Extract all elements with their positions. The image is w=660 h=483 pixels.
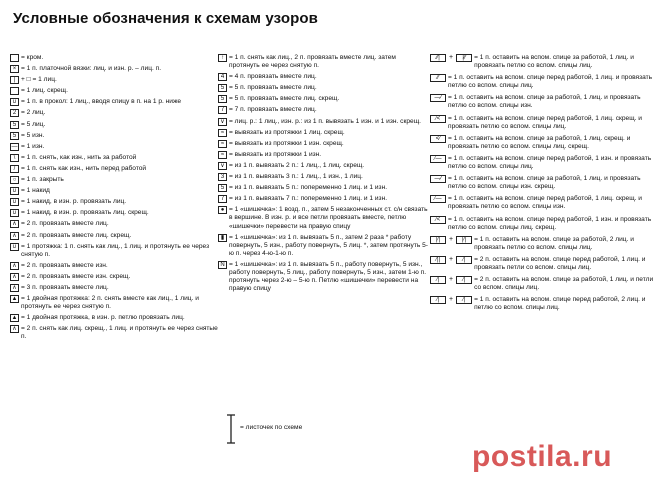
- symbol-box: [218, 84, 227, 92]
- stitch-symbol-icon: ∨: [218, 162, 227, 170]
- stitch-symbol-icon: 4: [218, 73, 227, 81]
- legend-text: = 1 п. оставить на вспом. спице перед работой, 1 лиц. и провязать петлю со вспом. спицы лиц.: [448, 74, 653, 90]
- cable-symbol-group: [430, 54, 472, 62]
- symbol-box: [10, 243, 19, 251]
- legend-text: = вывязать из протяжки 1 изн.: [229, 150, 322, 158]
- symbol-box: [10, 165, 19, 173]
- stitch-symbol-icon: ≈: [218, 129, 227, 137]
- symbol-box: [10, 87, 19, 95]
- stitch-symbol-icon: ∧: [10, 262, 19, 270]
- legend-text: = 1 п. в прокол: 1 лиц., вводя спицу в п. на 1 р. ниже: [21, 98, 182, 106]
- legend-text: = 1 изн.: [21, 142, 45, 150]
- symbol-box: [218, 106, 227, 114]
- symbol-box: [10, 143, 19, 151]
- legend-entry: [430, 54, 656, 70]
- legend-entry: [10, 314, 222, 322]
- legend-text: = 2 п. провязать вместе лиц. скрещ.: [21, 231, 132, 239]
- legend-text: = 1 двойная протяжка: 2 п. снять вместе как лиц., 1 лиц. и протянуть ее через снятую п.: [21, 295, 199, 311]
- stitch-symbol-icon: ⌒: [11, 88, 18, 95]
- symbol-box: [218, 195, 227, 203]
- symbol-box: [10, 284, 19, 292]
- legend-text: = 1 п. снять, как изн., нить за работой: [21, 153, 137, 161]
- legend-entry: [218, 118, 428, 126]
- legend-text: = 2 п. оставить на вспом. спице за работой, 1 лиц. и петли со вспом. спицы лиц.: [474, 276, 654, 292]
- watermark: postila.ru: [472, 440, 613, 473]
- stitch-symbol-icon: 2: [10, 109, 19, 117]
- legend-entry: [430, 236, 656, 252]
- legend-entry: [10, 54, 222, 62]
- symbol-box: [218, 261, 227, 269]
- legend-text: = из 1 п. вывязать 2 п.: 1 лиц., 1 лиц. скрещ.: [229, 161, 365, 169]
- symbol-box: [218, 95, 227, 103]
- legend-entry: [218, 234, 428, 258]
- plus-sign: +: [449, 235, 454, 243]
- legend-entry: [10, 98, 222, 106]
- leaf-symbol-icon: [226, 414, 236, 444]
- legend-text: = лиц. р.: 1 лиц., изн. р.: из 1 п. вывязать 1 изн. и 1 изн. скрещ.: [229, 117, 421, 125]
- cable-symbol-group: [430, 155, 446, 163]
- stitch-symbol-icon: 7: [218, 106, 227, 114]
- cable-symbol-icon: ⁄|: [430, 276, 446, 284]
- legend-text: = 2 п. снять как лиц. скрещ., 1 лиц. и протянуть ее через снятые п.: [21, 325, 218, 341]
- legend-entry: [430, 94, 656, 110]
- cable-symbol-icon: ⁄⁄: [430, 74, 446, 82]
- legend-text: = 1 п. оставить на вспом. спице перед работой, 1 лиц. скрещ. и провязать петлю со вспом. спицы лиц.: [448, 114, 642, 130]
- stitch-symbol-icon: [10, 54, 19, 62]
- legend-entry: [10, 176, 222, 184]
- legend-text: = из 1 п. вывязать 5 п.: попеременно 1 лиц. и 1 изн.: [229, 184, 388, 192]
- legend-entry: [10, 165, 222, 173]
- cable-symbol-group: [430, 216, 446, 224]
- stitch-symbol-icon: 7: [218, 195, 227, 203]
- legend-text: = кром.: [21, 54, 44, 61]
- legend-text: = 3 п. провязать вместе лиц.: [21, 283, 109, 291]
- cable-symbol-icon: ⁄—: [430, 195, 446, 203]
- stitch-symbol-icon: —: [11, 143, 18, 150]
- legend-text: = 1 двойная протяжка, в изн. р. петлю провязать лиц.: [21, 314, 185, 322]
- symbol-box: [10, 232, 19, 240]
- legend-entry: [10, 243, 222, 259]
- cable-symbol-group: [430, 296, 472, 304]
- stitch-symbol-icon: /: [10, 165, 19, 173]
- legend-text: = вывязать из протяжки 1 лиц. скрещ.: [229, 128, 345, 136]
- legend-entry: [218, 206, 428, 230]
- stitch-symbol-icon: ○: [10, 176, 19, 184]
- legend-entry: [218, 129, 428, 137]
- legend-text: = 1 накид, в изн. р. провязать лиц. скрещ.: [21, 209, 149, 217]
- plus-sign: +: [449, 255, 454, 263]
- symbol-box: [218, 129, 227, 137]
- legend-entry: [218, 106, 428, 114]
- cable-symbol-icon: ⁄|: [456, 296, 472, 304]
- stitch-symbol-icon: 3: [218, 173, 227, 181]
- legend-text: = 2 п. оставить на вспом. спице перед работой, 1 лиц. и провязать петли со вспом. спицы лиц.: [474, 255, 646, 271]
- stitch-symbol-icon: ≈: [218, 140, 227, 148]
- legend-text: = 1 п. оставить на вспом. спице перед работой, 1 лиц. скрещ. и провязать петлю со вспом. спицы изн.: [448, 195, 642, 211]
- legend-entry: [10, 220, 222, 228]
- cable-symbol-icon: ⁄<: [430, 115, 446, 123]
- legend-text: = 1 п. оставить на вспом. спице за работой, 1 лиц. и провязать петлю со вспом. спицы изн. скрещ.: [448, 175, 641, 191]
- legend-text: = 1 п. снять как лиц., 2 п. провязать вместе лиц. затем протянуть ее через снятую п.: [229, 54, 396, 70]
- stitch-symbol-icon: ∪: [10, 243, 19, 251]
- legend-text: = 1 п. оставить на вспом. спице перед работой, 1 изн. и провязать петлю со вспом. спицы лиц.: [448, 154, 652, 171]
- legend-entry: [10, 198, 222, 206]
- legend-text: = 1 п. платочной вязки: лиц. и изн. р. – лиц. п.: [21, 65, 162, 73]
- stitch-symbol-icon: ∧: [10, 273, 19, 281]
- symbol-box: [10, 220, 19, 228]
- cable-symbol-group: [430, 276, 472, 284]
- symbol-box: [218, 234, 227, 242]
- symbol-box: [218, 173, 227, 181]
- symbol-box: [10, 273, 19, 281]
- leaf-symbol-caption: = листочек по схеме: [240, 424, 303, 431]
- cable-symbol-icon: ⁄|: [430, 296, 446, 304]
- symbol-box: [10, 295, 19, 303]
- cable-symbol-icon: <⁄: [430, 135, 446, 143]
- legend-text: = 2 п. провязать вместе лиц.: [21, 220, 109, 228]
- legend-entry: [218, 162, 428, 170]
- stitch-symbol-icon: 5: [10, 132, 19, 140]
- cable-symbol-icon: ⁄||: [430, 256, 446, 264]
- stitch-symbol-icon: ∨: [218, 118, 227, 126]
- legend-text: = 1 накид: [21, 187, 50, 195]
- stitch-symbol-icon: |: [10, 76, 19, 84]
- legend-text: = 4 п. провязать вместе лиц.: [229, 73, 317, 81]
- legend-entry: [430, 296, 656, 312]
- symbol-box: [10, 314, 19, 322]
- cable-symbol-icon: ⁄|: [456, 276, 472, 284]
- legend-entry: [430, 115, 656, 131]
- stitch-symbol-icon: ∪: [10, 98, 19, 106]
- legend-text: = 1 «шишечка»: из 1 п. вывязать 5 п., работу повернуть, 5 изн., работу повернуть, 5 лиц., работу повернуть, 5 изн., затем 1-ю п. протянуть через 2-ю – 5-ю п. Петлю «шишечки» перевести на правую спицу: [229, 260, 427, 293]
- stitch-symbol-icon: 5: [218, 95, 227, 103]
- legend-entry: [218, 195, 428, 203]
- stitch-symbol-icon: ×: [10, 65, 19, 73]
- legend-entry: [430, 74, 656, 90]
- legend-entry: [218, 140, 428, 148]
- cable-symbol-icon: |⁄⁄: [456, 54, 472, 62]
- legend-text: = 1 п. снять как изн., нить перед работой: [21, 164, 147, 172]
- stitch-symbol-icon: ∪: [10, 187, 19, 195]
- symbol-box: [218, 184, 227, 192]
- legend-text: = 1 п. оставить на вспом. спице перед работой, 1 изн. и провязать петлю со вспом. спицы лиц. скрещ.: [448, 215, 652, 231]
- legend-entry: [10, 284, 222, 292]
- symbol-box: [10, 132, 19, 140]
- stitch-symbol-icon: \: [10, 154, 19, 162]
- legend-text: = 1 п. закрыть: [21, 176, 64, 184]
- legend-text: = 7 п. провязать вместе лиц.: [229, 106, 317, 114]
- legend-entry: [430, 155, 656, 171]
- legend-entry: [10, 109, 222, 117]
- legend-entry: [430, 135, 656, 151]
- legend-entry: [430, 195, 656, 211]
- legend-text: = 5 п. провязать вместе лиц.: [229, 84, 317, 92]
- cable-symbol-group: [430, 175, 446, 183]
- cable-symbol-group: [430, 256, 472, 264]
- cable-symbol-group: [430, 74, 446, 82]
- cable-symbol-icon: |⁄|: [430, 236, 446, 244]
- symbol-box: [10, 187, 19, 195]
- stitch-symbol-icon: ∧: [10, 232, 19, 240]
- legend-entry: [10, 154, 222, 162]
- symbol-box: [10, 176, 19, 184]
- stitch-symbol-icon: ▲: [11, 296, 18, 303]
- legend-text: = 2 п. провязать вместе изн. скрещ.: [21, 272, 131, 280]
- symbol-box: [10, 325, 19, 333]
- stitch-symbol-icon: ∪: [10, 198, 19, 206]
- stitch-symbol-icon: 5: [218, 184, 227, 192]
- legend-entry: [430, 216, 656, 232]
- symbol-box: [10, 65, 19, 73]
- legend-text: = 1 п. оставить на вспом. спице за работой, 1 лиц. скрещ. и провязать петлю со вспом. спицы лиц. скрещ.: [448, 134, 631, 150]
- legend-text: = 1 п. оставить на вспом. спице перед работой, 2 лиц. и петлю со вспом. спицы лиц.: [474, 296, 646, 312]
- legend-entry: [10, 87, 222, 95]
- legend-entry: [10, 76, 222, 84]
- legend-text: = 1 «шишечка»: 1 возд. п., затем 5 незаконченных ст. с/н связать в вершине. В изн. р. и все петли провязать вместе, петлю «шишечки» перевести на правую спицу: [229, 206, 428, 230]
- symbol-box: [218, 162, 227, 170]
- symbol-box: [10, 98, 19, 106]
- stitch-symbol-icon: ●: [218, 206, 227, 214]
- symbol-box: [10, 109, 19, 117]
- cable-symbol-icon: ⁄⁄|: [430, 54, 446, 62]
- cable-symbol-icon: |⁄|: [456, 236, 472, 244]
- symbol-box: [218, 140, 227, 148]
- legend-text: = 1 накид, в изн. р. провязать лиц.: [21, 198, 127, 206]
- legend-entry: [10, 232, 222, 240]
- cable-symbol-group: [430, 135, 446, 143]
- symbol-box: [10, 154, 19, 162]
- legend-text: = 2 лиц.: [21, 109, 46, 117]
- legend-text: = 1 п. оставить на вспом. спице за работой, 2 лиц. и провязать петлю со вспом. спицы лиц.: [474, 235, 634, 251]
- stitch-symbol-icon: N: [218, 261, 227, 269]
- symbol-box: [218, 151, 227, 159]
- legend-entry: [10, 132, 222, 140]
- legend-column-3: [430, 54, 656, 316]
- legend-entry: [10, 187, 222, 195]
- legend-text: = 1 «шишечка»: из 1 п. вывязать 5 п., затем 2 раза * работу повернуть, 5 изн., работу повернуть, 5 лиц. *, затем протянуть 5-ю п. через 4-ю-1-ю п.: [229, 233, 428, 257]
- symbol-box: [10, 76, 19, 84]
- legend-column-2: [218, 54, 428, 296]
- cable-symbol-group: [430, 236, 472, 244]
- symbol-box: [218, 54, 227, 62]
- cable-symbol-icon: ⁄—: [430, 155, 446, 163]
- legend-entry: [10, 143, 222, 151]
- legend-text: = вывязать из протяжки 1 изн. скрещ.: [229, 139, 344, 147]
- legend-text: = из 1 п. вывязать 7 п.: попеременно 1 лиц. и 1 изн.: [229, 195, 388, 203]
- legend-text: = из 1 п. вывязать 3 п.: 1 лиц., 1 изн., 1 лиц.: [229, 173, 363, 181]
- legend-text: = 5 п. провязать вместе лиц. скрещ.: [229, 95, 340, 103]
- legend-column-1: [10, 54, 222, 345]
- legend-entry: [218, 173, 428, 181]
- cable-symbol-group: [430, 195, 446, 203]
- plus-sign: +: [449, 296, 454, 304]
- stitch-symbol-icon: ∪: [10, 209, 19, 217]
- legend-entry: [218, 184, 428, 192]
- legend-entry: [218, 84, 428, 92]
- legend-text: = 2 п. провязать вместе изн.: [21, 261, 108, 269]
- stitch-symbol-icon: ▮: [218, 234, 227, 242]
- legend-entry: [218, 73, 428, 81]
- stitch-symbol-icon: ▲: [11, 315, 18, 322]
- stitch-symbol-icon: ↑: [218, 54, 227, 62]
- symbol-box: [10, 262, 19, 270]
- symbol-box: [10, 209, 19, 217]
- stitch-symbol-icon: ∧: [10, 284, 19, 292]
- legend-entry: [10, 273, 222, 281]
- symbol-box: [10, 54, 19, 62]
- legend-entry: [10, 262, 222, 270]
- plus-sign: +: [449, 276, 454, 284]
- legend-text: + □ = 1 лиц.: [21, 76, 57, 84]
- page-title: Условные обозначения к схемам узоров: [13, 10, 318, 27]
- legend-text: = 5 изн.: [21, 131, 45, 139]
- legend-entry: [10, 121, 222, 129]
- cable-symbol-group: [430, 115, 446, 123]
- legend-text: = 1 протяжка: 1 п. снять как лиц., 1 лиц. и протянуть ее через снятую п.: [21, 242, 210, 258]
- legend-entry: [218, 261, 428, 293]
- legend-text: = 1 п. оставить на вспом. спице за работой, 1 лиц. и провязать петлю со вспом. спицы лиц.: [474, 54, 634, 70]
- legend-entry: [218, 151, 428, 159]
- cable-symbol-icon: ⁄<: [430, 216, 446, 224]
- cable-symbol-icon: —⁄: [430, 94, 446, 102]
- symbol-box: [10, 121, 19, 129]
- stitch-symbol-icon: ∧: [10, 220, 19, 228]
- symbol-box: [218, 73, 227, 81]
- legend-entry: [10, 325, 222, 341]
- stitch-symbol-icon: ∧: [10, 325, 19, 333]
- legend-text: = 1 лиц. скрещ.: [21, 87, 68, 95]
- symbol-box: [218, 206, 227, 214]
- cable-symbol-icon: ⁄|: [456, 256, 472, 264]
- legend-text: = 5 лиц.: [21, 120, 46, 128]
- legend-entry: [10, 295, 222, 311]
- cable-symbol-icon: —⁄: [430, 175, 446, 183]
- symbol-box: [10, 198, 19, 206]
- legend-entry: [218, 95, 428, 103]
- plus-sign: +: [449, 53, 454, 61]
- stitch-symbol-icon: 5: [218, 84, 227, 92]
- legend-text: = 1 п. оставить на вспом. спице за работой, 1 лиц. и провязать петлю со вспом. спицы изн.: [448, 94, 641, 110]
- legend-entry: [430, 256, 656, 272]
- stitch-symbol-icon: 5: [10, 121, 19, 129]
- stitch-symbol-icon: ≈: [218, 151, 227, 159]
- legend-entry: [10, 209, 222, 217]
- legend-entry: [10, 65, 222, 73]
- cable-symbol-group: [430, 94, 446, 102]
- symbol-box: [218, 118, 227, 126]
- legend-entry: [218, 54, 428, 70]
- legend-entry: [430, 175, 656, 191]
- legend-entry: [430, 276, 656, 292]
